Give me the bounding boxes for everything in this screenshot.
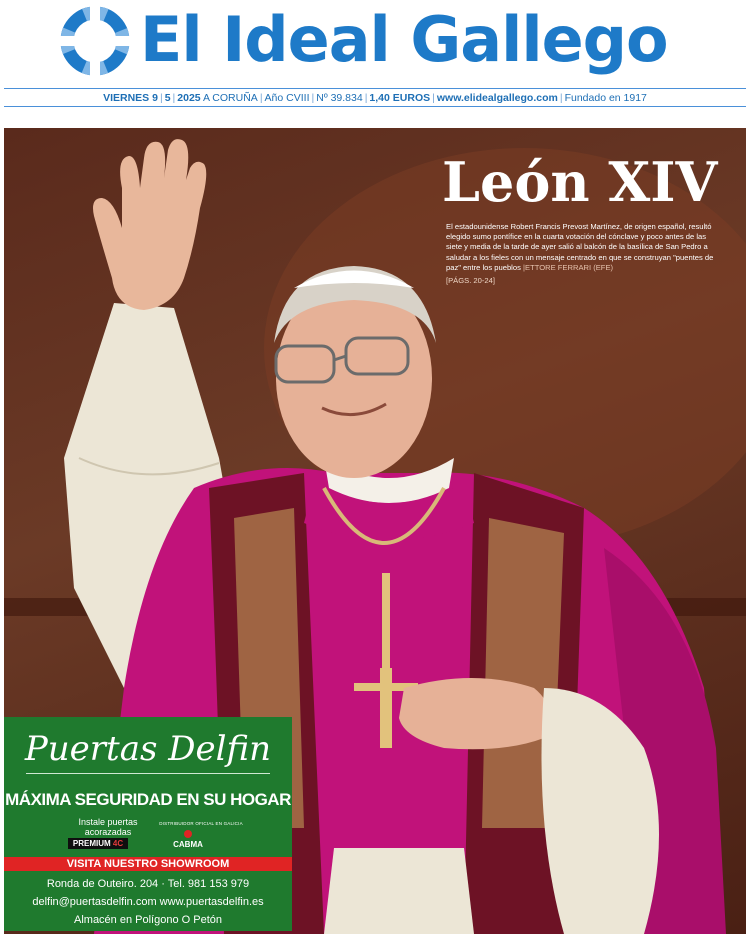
page-reference: [PÁGS. 20-24] [446, 276, 495, 285]
ad-badge-accent: 4C [112, 839, 124, 848]
ad-distributor-label: DISTRIBUIDOR OFICIAL EN GALICIA [159, 821, 243, 826]
ad-contact[interactable]: delfin@puertasdelfin.com www.puertasdelfin.es [32, 896, 264, 908]
ad-warehouse: Almacén en Polígono O Petón [74, 914, 222, 926]
ad-subtext: Instale puertas acorazadas [78, 817, 138, 837]
dateline-month: 5 [164, 92, 171, 104]
ad-brand-logo: Puertas Delfin [24, 729, 272, 769]
advertisement-puertas-delfin[interactable] [4, 717, 292, 931]
masthead-rule-bottom [4, 106, 746, 107]
lead-summary-text: El estadounidense Robert Francis Prevost Martínez, de origen español, resultó elegido sumo pontífice en la cuarta votación del cónclave y poco antes de las siete y media de la tarde de ayer salió al balcón de la basílica de San Pedro a saludar a los fieles con un mensaje centrado en que se construyan "puentes de paz" entre los pueblos [446, 222, 714, 272]
ad-premium-badge [68, 838, 128, 849]
dateline-price: 1,40 EUROS [369, 92, 431, 104]
dateline-founded: Fundado en 1917 [564, 92, 647, 104]
masthead [0, 0, 750, 128]
lead-headline: León XIV [442, 150, 718, 214]
photo-credit-separator: | [523, 262, 525, 272]
dateline-weekday: VIERNES [103, 92, 150, 104]
ad-partner-name: CABMA [173, 840, 203, 849]
dateline-volume: Año CVIII [264, 92, 310, 104]
dateline-city: A CORUÑA [202, 92, 258, 104]
ad-address: Ronda de Outeiro. 204 · Tel. 981 153 979 [46, 878, 250, 890]
photo-credit: ETTORE FERRARI (EFE) [525, 262, 614, 272]
dateline-website[interactable]: www.elidealgallego.com [436, 92, 558, 104]
dateline-day: 9 [152, 92, 158, 104]
dateline: VIERNES 9 | 5 | 2025 A CORUÑA | Año CVIII | Nº 39.834 | 1,40 EUROS | www.elidealgallego.com | Fundado en 1917 [103, 92, 647, 104]
newspaper-title: El Ideal Gallego [140, 3, 668, 76]
circle-target-logo-icon [60, 6, 130, 76]
masthead-rule-top [4, 88, 746, 89]
ad-headline: MÁXIMA SEGURIDAD EN SU HOGAR [5, 790, 291, 809]
lead-summary [446, 222, 714, 273]
ad-badge-main: PREMIUM [72, 839, 113, 848]
dateline-issue: Nº 39.834 [316, 92, 363, 104]
ad-brand-underline [26, 773, 270, 774]
ad-showroom-cta[interactable]: VISITA NUESTRO SHOWROOM [4, 857, 292, 871]
dateline-year: 2025 [177, 92, 201, 104]
